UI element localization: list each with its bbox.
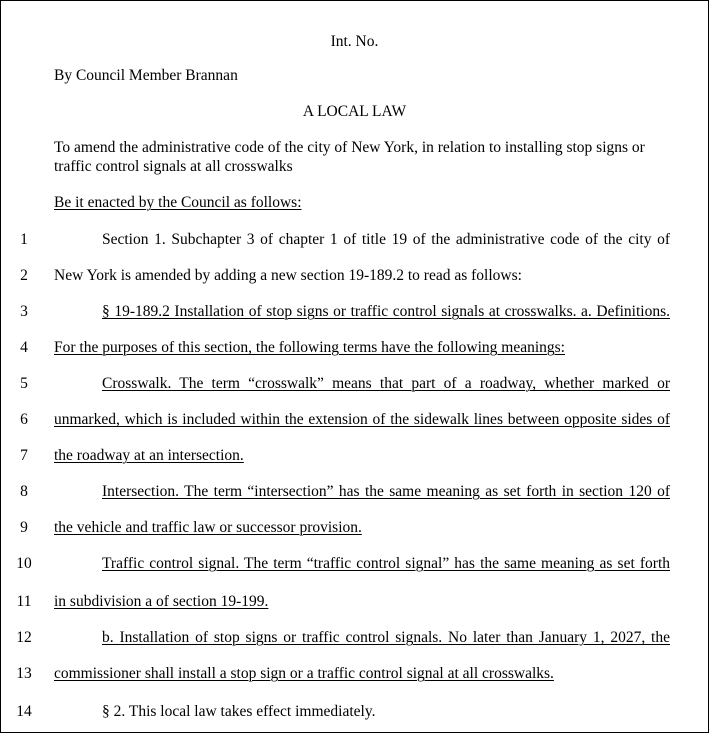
body-line	[54, 483, 670, 501]
law-title: A LOCAL LAW	[302, 103, 407, 120]
body-line	[54, 411, 670, 429]
body-line	[54, 303, 670, 321]
line-text: New York is amended by adding a new section 19-189.2 to read as follows:	[54, 267, 522, 284]
body-line	[54, 629, 670, 647]
purpose-statement: To amend the administrative code of the city of New York, in relation to installing stop signs or traffic control signals at all crosswalks	[54, 139, 645, 175]
line-number: 1	[20, 231, 28, 248]
line-text: the roadway at an intersection.	[54, 447, 244, 464]
line-text: the vehicle and traffic law or successor provision.	[54, 519, 362, 536]
line-text: in subdivision a of section 19-199.	[54, 593, 269, 610]
line-number: 9	[20, 519, 28, 536]
sponsor-line: By Council Member Brannan	[54, 67, 238, 84]
line-number: 7	[20, 447, 28, 464]
body-line	[54, 519, 670, 537]
enacting-clause: Be it enacted by the Council as follows:	[54, 194, 302, 211]
line-number: 14	[16, 703, 32, 720]
line-number: 13	[16, 665, 32, 682]
body-line	[54, 231, 670, 249]
body-line	[54, 593, 670, 611]
line-number: 5	[20, 375, 28, 392]
body-line	[54, 555, 670, 573]
body-line	[54, 447, 670, 465]
line-number: 8	[20, 483, 28, 500]
line-text: commissioner shall install a stop sign or a traffic control signal at all crosswalks.	[54, 665, 554, 682]
body-line	[54, 375, 670, 393]
line-number: 10	[16, 555, 32, 572]
line-text: § 19-189.2 Installation of stop signs or traffic control signals at crosswalks. a. Definitions.	[102, 303, 670, 320]
line-text: Crosswalk. The term “crosswalk” means that part of a roadway, whether marked or	[102, 375, 670, 392]
int-no-label: Int. No.	[330, 33, 379, 50]
line-number: 6	[20, 411, 28, 428]
line-number: 4	[20, 339, 28, 356]
body-line	[54, 703, 670, 721]
line-number: 2	[20, 267, 28, 284]
body-line	[54, 267, 670, 285]
line-text: b. Installation of stop signs or traffic control signals. No later than January 1, 2027, the	[102, 629, 670, 646]
line-text: unmarked, which is included within the extension of the sidewalk lines between opposite sides of	[54, 411, 670, 428]
line-text: For the purposes of this section, the following terms have the following meanings:	[54, 339, 565, 356]
line-text: Traffic control signal. The term “traffic control signal” has the same meaning as set forth	[102, 555, 670, 572]
line-number: 3	[20, 303, 28, 320]
line-text: Intersection. The term “intersection” has the same meaning as set forth in section 120 of	[102, 483, 670, 500]
body-line	[54, 665, 670, 683]
line-number: 11	[16, 593, 32, 610]
body-line	[54, 339, 670, 357]
line-number: 12	[16, 629, 32, 646]
line-text: Section 1. Subchapter 3 of chapter 1 of title 19 of the administrative code of the city of	[102, 231, 670, 248]
line-text: § 2. This local law takes effect immediately.	[102, 703, 376, 720]
